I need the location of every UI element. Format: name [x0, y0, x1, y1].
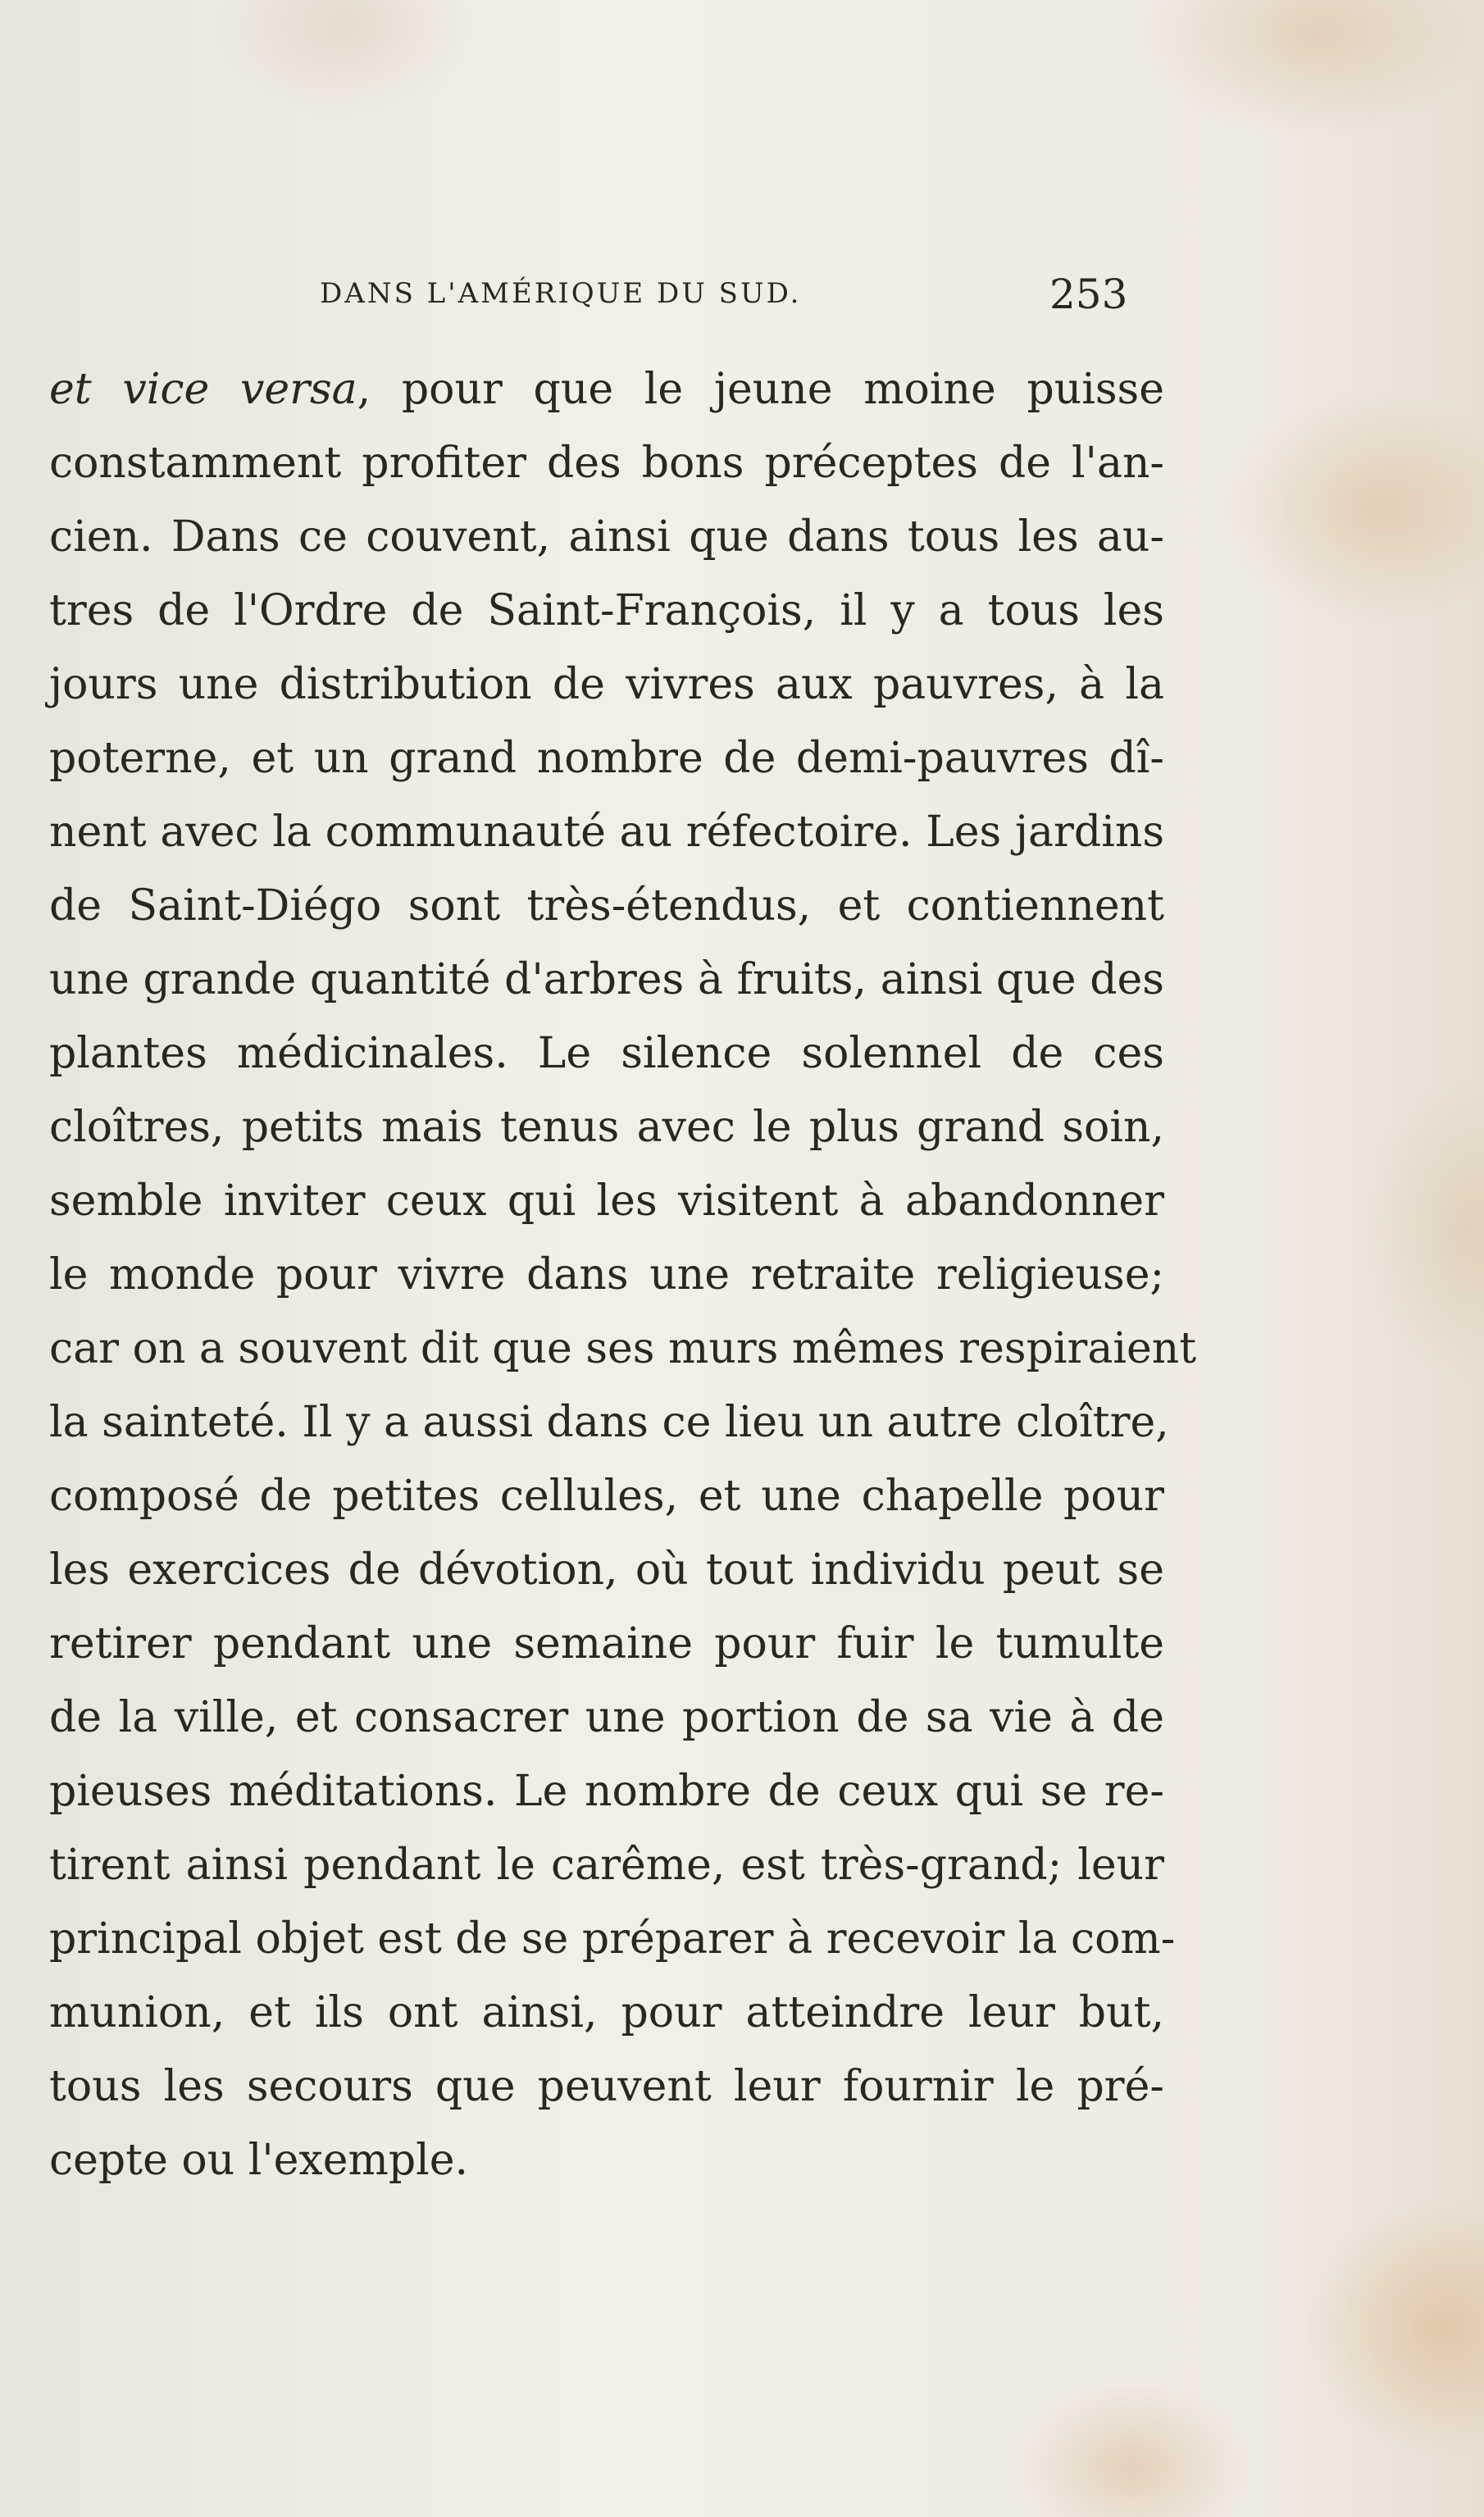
text-line: de Saint-Diégo sont très-étendus, et contiennent: [49, 881, 1164, 931]
text-line: les exercices de dévotion, où tout individu peut se: [49, 1545, 1164, 1595]
text-line: jours une distribution de vivres aux pauvres, à la: [49, 660, 1164, 709]
text-line: nent avec la communauté au réfectoire. Les jardins: [49, 808, 1164, 857]
text-line: poterne, et un grand nombre de demi-pauvres dî-: [49, 734, 1164, 783]
text-line: tres de l'Ordre de Saint-François, il y a tous les: [49, 586, 1164, 635]
text-line: cepte ou l'exemple.: [49, 2136, 469, 2185]
text-line: cien. Dans ce couvent, ainsi que dans tous les au-: [49, 512, 1164, 562]
text-line: car on a souvent dit que ses murs mêmes respiraient: [49, 1324, 1197, 1373]
text-line: principal objet est de se préparer à recevoir la com-: [49, 1914, 1176, 1964]
page-header: [0, 271, 1484, 328]
text-line: pieuses méditations. Le nombre de ceux qui se re-: [49, 1767, 1164, 1816]
text-line: tirent ainsi pendant le carême, est très-grand; leur: [49, 1841, 1164, 1890]
text-line: le monde pour vivre dans une retraite religieuse;: [49, 1250, 1164, 1299]
running-head: DANS L'AMÉRIQUE DU SUD.: [320, 277, 802, 310]
text-line: semble inviter ceux qui les visitent à abandonner: [49, 1177, 1164, 1226]
text-line: munion, et ils ont ainsi, pour atteindre leur but,: [49, 1988, 1164, 2037]
text-line: plantes médicinales. Le silence solennel de ces: [49, 1029, 1164, 1078]
page-number: 253: [1049, 271, 1128, 318]
text-line: composé de petites cellules, et une chapelle pour: [49, 1472, 1164, 1521]
text-line: de la ville, et consacrer une portion de sa vie à de: [49, 1693, 1164, 1742]
text-line: cloîtres, petits mais tenus avec le plus grand soin,: [49, 1103, 1164, 1152]
text-line: tous les secours que peuvent leur fournir le pré-: [49, 2062, 1164, 2111]
text-line: constamment profiter des bons préceptes de l'an-: [49, 439, 1164, 488]
text-line: retirer pendant une semaine pour fuir le tumulte: [49, 1619, 1164, 1668]
italic-phrase: et vice versa: [49, 365, 357, 414]
body-text: [49, 353, 1197, 2197]
text-line: une grande quantité d'arbres à fruits, ainsi que des: [49, 955, 1164, 1004]
text-line: et vice versa, pour que le jeune moine puisse: [49, 365, 1164, 414]
text-line: la sainteté. Il y a aussi dans ce lieu un autre cloître,: [49, 1398, 1169, 1447]
